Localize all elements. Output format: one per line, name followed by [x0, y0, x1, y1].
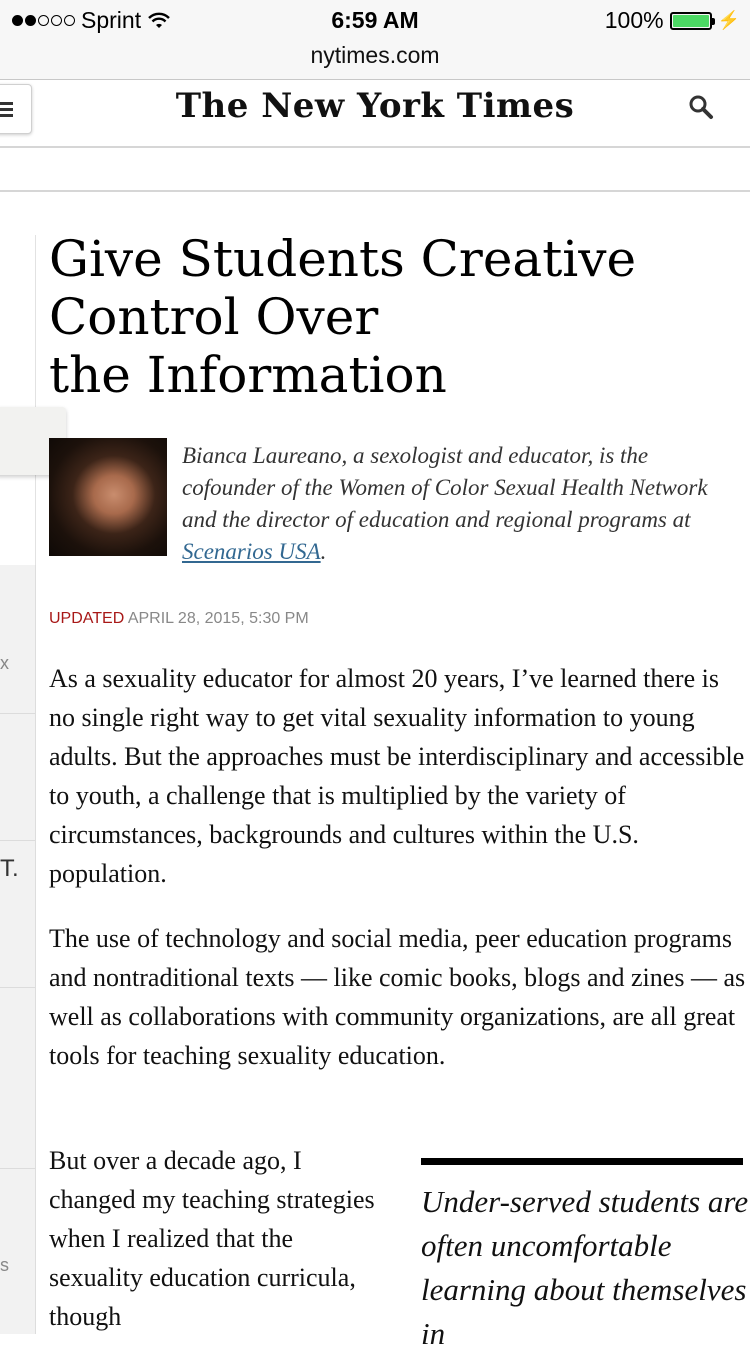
author-photo [49, 438, 167, 556]
status-right [605, 7, 740, 34]
headline-line-2: Control Over [49, 288, 379, 346]
status-bar [0, 0, 750, 40]
headline-line-3: the Information [49, 346, 447, 404]
updated-date: APRIL 28, 2015, 5:30 PM [127, 610, 309, 627]
updated-label: UPDATED [49, 610, 125, 627]
url-domain: nytimes.com [310, 42, 440, 68]
author-bio [182, 440, 727, 568]
pull-quote-rule [421, 1158, 743, 1165]
ghost-letter-1: x [0, 653, 9, 673]
article-paragraph-3: But over a decade ago, I changed my teaching strategies when I realized that the sexuality education curricula, though [49, 1146, 375, 1331]
battery-icon [670, 12, 712, 30]
search-icon[interactable] [688, 94, 714, 120]
author-bio-text: Bianca Laureano, a sexologist and educator, is the cofounder of the Women of Color Sexual Health Network and the director of education and regional programs at [182, 443, 708, 532]
ghost-letter-3: s [0, 1255, 9, 1275]
scenarios-usa-link[interactable]: Scenarios USA [182, 539, 321, 564]
article-paragraph-2: The use of technology and social media, peer education programs and nontraditional texts — like comic books, blogs and zines — as well as collaborations with community organizations, are all great tools for teaching sexuality education. [49, 924, 746, 1070]
carrier-name: Sprint [81, 7, 142, 33]
status-time: 6:59 AM [331, 7, 419, 33]
ghost-letter-2: T. [0, 855, 19, 882]
author-bio-end: . [320, 539, 327, 564]
address-bar[interactable] [0, 40, 750, 80]
side-panel[interactable] [0, 565, 36, 1334]
site-logo[interactable]: The New York Times [175, 86, 575, 126]
article-headline [49, 230, 709, 404]
site-header [0, 80, 750, 148]
article-paragraph-1: As a sexuality educator for almost 20 years, I’ve learned there is no single right way to get vital sexuality information to young adults. But the approaches must be interdisciplinary and accessible to youth, a challenge that is multiplied by the variety of circumstances, backgrounds and cultures within the U.S. population. [49, 664, 745, 888]
pull-quote: Under-served students are often uncomfortable learning about themselves in [421, 1184, 749, 1351]
dateline [49, 610, 309, 628]
charging-bolt-icon: ⚡ [717, 10, 740, 30]
battery-percent: 100% [604, 7, 664, 33]
section-bar [0, 148, 750, 192]
headline-line-1: Give Students Creative [49, 230, 637, 288]
